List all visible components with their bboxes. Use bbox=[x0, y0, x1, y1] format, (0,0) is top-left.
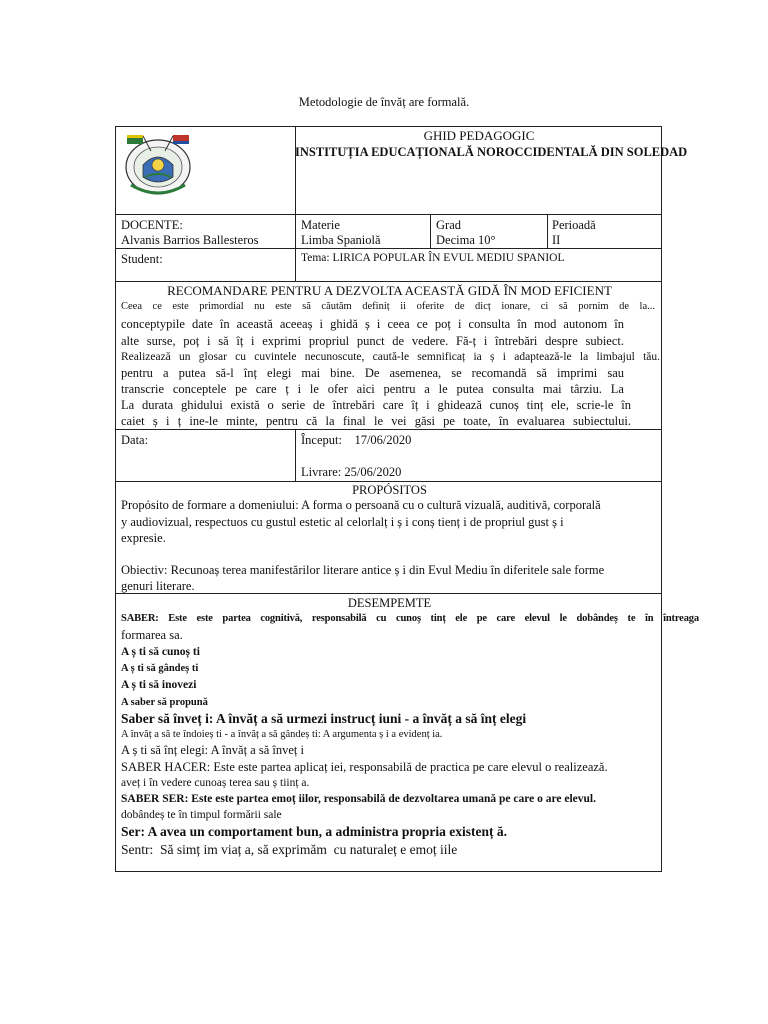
guide-table bbox=[115, 126, 699, 872]
materie-label: Materie bbox=[301, 218, 340, 232]
grad-value: Decima 10° bbox=[436, 233, 496, 247]
delivery-date: Livrare: 25/06/2020 bbox=[301, 465, 402, 479]
saber-hacer-cont: aveț i în vedere cunoaș terea sau ș tiinț a. bbox=[121, 777, 310, 789]
recommendation-line: Ceea ce este primordial nu este să căutăm definiț ii oferite de dicț ionare, ci să pornim de la... bbox=[121, 301, 655, 312]
objective-line: Obiectiv: Recunoaș terea manifestărilor literare antice ș i din Evul Mediu în diferitele sale forme bbox=[121, 563, 605, 577]
row-divider bbox=[116, 429, 661, 430]
sentr-line: Sentr: Să simț im viaț a, să exprimăm cu naturaleț e emoț iile bbox=[121, 842, 458, 857]
saber-hacer: SABER HACER: Este este partea aplicaț iei, responsabilă de practica pe care elevul o realizează. bbox=[121, 760, 608, 774]
recommendation-line: pentru a putea să-l înț elegi mai bine. De asemenea, se recomandă să imprimi sau bbox=[121, 366, 624, 380]
recommendation-line: La durata ghidului există o serie de întrebări care îț i ghidează cunoș tinț ele, scrie-le în bbox=[121, 398, 631, 412]
row-divider bbox=[116, 214, 661, 215]
row-divider bbox=[116, 481, 661, 482]
col-divider bbox=[547, 214, 548, 248]
materie-value: Limba Spaniolă bbox=[301, 233, 381, 247]
col-divider bbox=[295, 429, 296, 481]
row-divider bbox=[116, 281, 661, 282]
understanding-line: A ș ti să înț elegi: A învăț a să înveț i bbox=[121, 743, 304, 757]
docente-label: DOCENTE: bbox=[121, 218, 183, 232]
purpose-line: expresie. bbox=[121, 531, 166, 545]
recommendation-line: alte surse, poț i să îț i exprimi propriul punct de vedere. Fă-ț i întrebări despre subiect. bbox=[121, 334, 624, 348]
recommendation-line: conceptурile date în această aceeaș i ghidă ș i ceea ce poț i consulta în mod autonom în bbox=[121, 317, 624, 331]
row-divider bbox=[116, 593, 661, 594]
start-date: Început: 17/06/2020 bbox=[301, 433, 412, 447]
purposes-title: PROPÓSITOS bbox=[352, 483, 427, 497]
purpose-line: y audiovizual, respectuos cu gustul estetic al celorlalț i ș i conș tienț i de propriul gust ș i bbox=[121, 515, 564, 529]
data-label: Data: bbox=[121, 433, 149, 447]
row-divider bbox=[116, 248, 661, 249]
docente-name: Alvanis Barrios Ballesteros bbox=[121, 233, 259, 247]
ser-line: Ser: A avea un comportament bun, a administra propria existenț ă. bbox=[121, 824, 508, 839]
document-title: Metodologie de învăț are formală. bbox=[298, 95, 470, 109]
saber-definition: SABER: Este este partea cognitivă, responsabilă cu cunoș tinț ele pe care elevul le dobândeș te în întreaga bbox=[121, 613, 699, 624]
performance-title: DESEMPEMTE bbox=[347, 596, 432, 610]
student-label: Student: bbox=[121, 252, 163, 266]
competence-item: A ș ti să inovezi bbox=[121, 679, 197, 691]
competence-item: A saber să propună bbox=[121, 697, 208, 708]
recommendation-title: RECOMANDARE PENTRU A DEZVOLTA ACEASTĂ GIDĂ ÎN MOD EFICIENT bbox=[167, 283, 612, 298]
objective-line: genuri literare. bbox=[121, 579, 195, 593]
perioada-label: Perioadă bbox=[552, 218, 596, 232]
institution-name: INSTITUȚIA EDUCAȚIONALĂ NOROCCIDENTALĂ DIN SOLEDAD bbox=[295, 145, 688, 159]
saber-ser-cont: dobândeș te în timpul formării sale bbox=[121, 809, 282, 821]
grad-label: Grad bbox=[436, 218, 461, 232]
guide-title: GHID PEDAGOGIC bbox=[423, 128, 535, 143]
competence-item: A ș ti să gândeș ti bbox=[121, 663, 199, 674]
competence-item: A ș ti să cunoș ti bbox=[121, 646, 200, 658]
saber-ser: SABER SER: Este este partea emoț iilor, responsabilă de dezvoltarea umană pe care o are elevul. bbox=[121, 793, 596, 805]
topic: Tema: LIRICA POPULAR ÎN EVUL MEDIU SPANIOL bbox=[301, 252, 565, 264]
saber-invat: Saber să înveț i: A învăț a să urmezi instrucț iuni - a învăț a să înț elegi bbox=[121, 711, 527, 726]
recommendation-line: caiet ș i ț ine-le minte, pentru că la final le vei găsi pe toate, în evaluarea subiectului. bbox=[121, 414, 631, 428]
recommendation-line: transcrie conceptele pe care ț i le ofer aici pentru a le putea consulta mai târziu. La bbox=[121, 382, 624, 396]
col-divider bbox=[430, 214, 431, 248]
learning-note: A învăț a să te îndoieș ti - a învăț a să gândeș ti: A argumenta ș i a evidenț ia. bbox=[121, 729, 443, 740]
purpose-line: Propósito de formare a domeniului: A forma o persoană cu o cultură vizuală, auditivă, corporală bbox=[121, 498, 601, 512]
saber-definition-cont: formarea sa. bbox=[121, 628, 183, 642]
perioada-value: II bbox=[552, 233, 561, 247]
recommendation-line: Realizează un glosar cu cuvintele necunoscute, caută-le semnificaț ia ș i adaptează-le la limbajul tău. bbox=[121, 351, 660, 363]
school-crest-logo bbox=[121, 131, 195, 197]
